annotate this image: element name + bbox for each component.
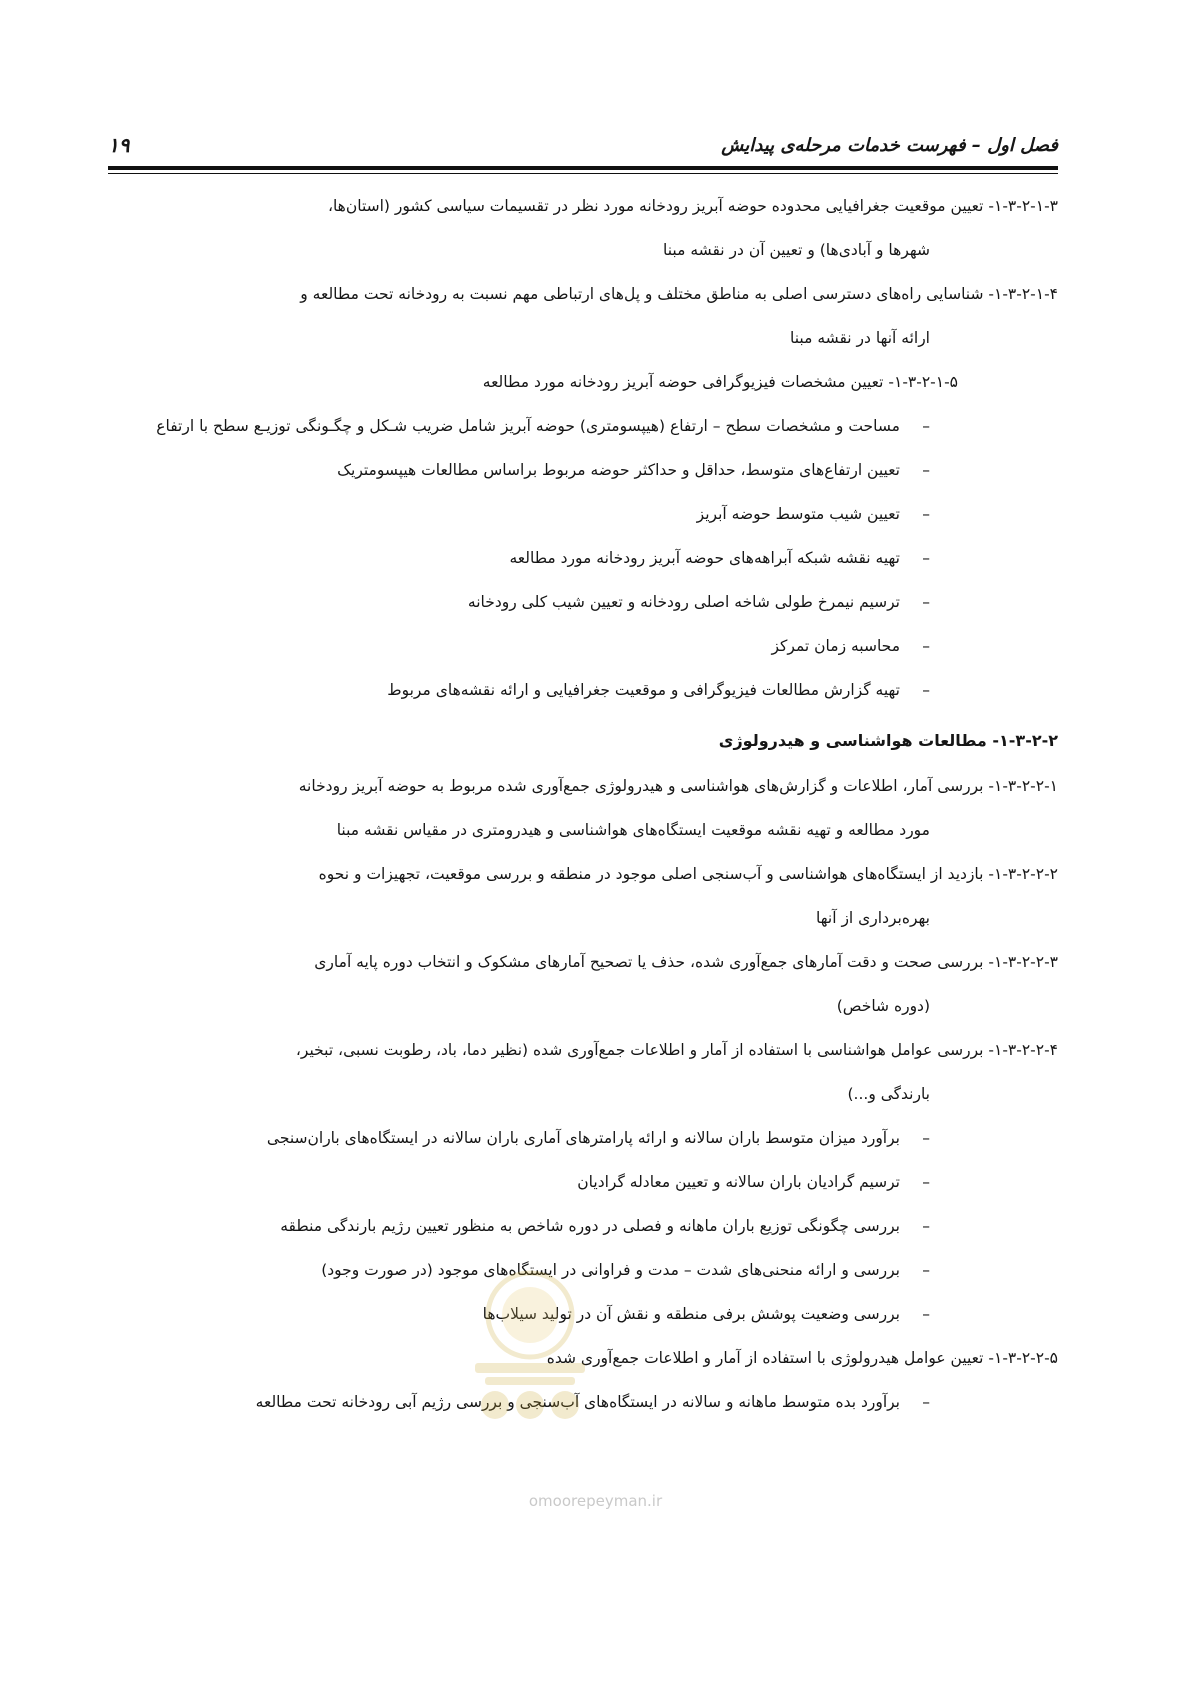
bullet-text: برآورد میزان متوسط باران سالانه و ارائه پارامترهای آماری باران سالانه در ایستگاه‌های باران‌سنجی	[266, 1129, 900, 1147]
bullet-item	[115, 580, 1058, 624]
bullet-dash: –	[922, 593, 930, 611]
bullet-text: ترسیم گرادیان باران سالانه و تعیین معادله گرادیان	[577, 1173, 900, 1191]
bullet-dash: –	[922, 461, 930, 479]
item-text: تعیین مشخصات فیزیوگرافی حوضه آبریز رودخانه مورد مطالعه	[482, 373, 889, 391]
bullet-dash: –	[922, 1129, 930, 1147]
bullet-text: مساحت و مشخصات سطح – ارتفاع (هیپسومتری) حوضه آبریز شامل ضریب شـکل و چگـونگی توزیـع سطح با ارتفاع	[156, 417, 900, 435]
item-number: ۱-۳-۲-۲-۲-	[988, 865, 1058, 883]
bullet-item	[115, 448, 1058, 492]
bullet-dash: –	[922, 505, 930, 523]
page-number: ۱۹	[108, 133, 130, 157]
page-body	[115, 184, 1058, 1424]
bullet-dash: –	[922, 1393, 930, 1411]
bullet-dash: –	[922, 1173, 930, 1191]
numbered-item	[115, 272, 1058, 316]
bullet-text: ترسیم نیمرخ طولی شاخه اصلی رودخانه و تعیین شیب کلی رودخانه	[467, 593, 900, 611]
bullet-item	[115, 492, 1058, 536]
bullet-dash: –	[922, 1217, 930, 1235]
page-header	[108, 130, 1058, 160]
bullet-item	[115, 1116, 1058, 1160]
item-text: بررسی صحت و دقت آمارهای جمع‌آوری شده، حذف یا تصحیح آمارهای مشکوک و انتخاب دوره پایه آماری	[314, 953, 989, 971]
bullet-dash: –	[922, 1305, 930, 1323]
bullet-text: بررسی و ارائه منحنی‌های شدت – مدت و فراوانی در ایستگاه‌های موجود (در صورت وجود)	[321, 1261, 900, 1279]
bullet-text: بررسی وضعیت پوشش برفی منطقه و نقش آن در تولید سیلاب‌ها	[482, 1305, 900, 1323]
item-text: بازدید از ایستگاه‌های هواشناسی و آب‌سنجی اصلی موجود در منطقه و بررسی موقعیت، تجهیزات و نحوه	[318, 865, 989, 883]
item-text: بررسی عوامل هواشناسی با استفاده از آمار و اطلاعات جمع‌آوری شده (نظیر دما، باد، رطوبت نسبی، تبخیر،	[295, 1041, 989, 1059]
numbered-item	[115, 764, 1058, 808]
watermark-site	[0, 1492, 1191, 1510]
item-continuation: ارائه آنها در نقشه مبنا	[790, 329, 930, 347]
header-rule-thin	[108, 173, 1058, 174]
numbered-item	[115, 940, 1058, 984]
item-continuation: مورد مطالعه و تهیه نقشه موقعیت ایستگاه‌های هواشناسی و هیدرومتری در مقیاس نقشه مبنا	[336, 821, 930, 839]
bullet-text: محاسبه زمان تمرکز	[771, 637, 900, 655]
bullet-text: تعیین ارتفاع‌های متوسط، حداقل و حداکثر حوضه مربوط براساس مطالعات هیپسومتریک	[337, 461, 900, 479]
item-text: تعیین موقعیت جغرافیایی محدوده حوضه آبریز رودخانه مورد نظر در تقسیمات سیاسی کشور (استان‌ها،	[327, 197, 989, 215]
bullet-dash: –	[922, 549, 930, 567]
item-number: ۱-۳-۲-۲-۵-	[988, 1349, 1058, 1367]
bullet-dash: –	[922, 681, 930, 699]
bullet-item	[115, 1292, 1058, 1336]
bullet-item	[115, 1380, 1058, 1424]
bullet-item	[115, 1248, 1058, 1292]
numbered-item	[115, 360, 1058, 404]
item-text: شناسایی راه‌های دسترسی اصلی به مناطق مختلف و پل‌های ارتباطی مهم نسبت به رودخانه تحت مطالعه و	[300, 285, 989, 303]
bullet-dash: –	[922, 1261, 930, 1279]
item-text: تعیین عوامل هیدرولوژی با استفاده از آمار و اطلاعات جمع‌آوری شده	[546, 1349, 989, 1367]
item-continuation: (دوره شاخص)	[836, 997, 930, 1015]
item-number: ۱-۳-۲-۲-۱-	[988, 777, 1058, 795]
bullet-item	[115, 536, 1058, 580]
bullet-item	[115, 404, 1058, 448]
bullet-item	[115, 668, 1058, 712]
bullet-text: تهیه گزارش مطالعات فیزیوگرافی و موقعیت جغرافیایی و ارائه نقشه‌های مربوط	[387, 681, 900, 699]
bullet-item	[115, 1160, 1058, 1204]
numbered-item	[115, 852, 1058, 896]
bullet-text: تعیین شیب متوسط حوضه آبریز	[696, 505, 900, 523]
bullet-item	[115, 624, 1058, 668]
item-number: ۱-۳-۲-۲-۳-	[988, 953, 1058, 971]
bullet-item	[115, 1204, 1058, 1248]
bullet-text: تهیه نقشه شبکه آبراهه‌های حوضه آبریز رودخانه مورد مطالعه	[509, 549, 900, 567]
numbered-item	[115, 184, 1058, 228]
item-number: ۱-۳-۲-۲-۴-	[988, 1041, 1058, 1059]
item-number: ۱-۳-۲-۱-۳-	[988, 197, 1058, 215]
item-number: ۱-۳-۲-۱-۴-	[988, 285, 1058, 303]
bullet-list	[115, 404, 1058, 712]
numbered-item	[115, 1336, 1058, 1380]
item-continuation: بهره‌برداری از آنها	[816, 909, 930, 927]
item-continuation: شهرها و آبادی‌ها) و تعیین آن در نقشه مبنا	[663, 241, 930, 259]
item-text: بررسی آمار، اطلاعات و گزارش‌های هواشناسی و هیدرولوژی جمع‌آوری شده مربوط به حوضه آبریز رودخانه	[298, 777, 989, 795]
bullet-dash: –	[922, 637, 930, 655]
numbered-item	[115, 1028, 1058, 1072]
item-number: ۱-۳-۲-۱-۵-	[888, 373, 958, 391]
bullet-list	[115, 1380, 1058, 1424]
bullet-list	[115, 1116, 1058, 1336]
item-continuation: بارندگی و...)	[847, 1085, 930, 1103]
bullet-dash: –	[922, 417, 930, 435]
chapter-title: فصل اول – فهرست خدمات مرحله‌ی پیدایش	[721, 134, 1058, 156]
subsection-title: ۱-۳-۲-۲- مطالعات هواشناسی و هیدرولوژی	[718, 731, 1058, 750]
bullet-text: برآورد بده متوسط ماهانه و سالانه در ایستگاه‌های آب‌سنجی و بررسی رژیم آبی رودخانه تحت مطالعه	[255, 1393, 900, 1411]
bullet-text: بررسی چگونگی توزیع باران ماهانه و فصلی در دوره شاخص به منظور تعیین رژیم بارندگی منطقه	[280, 1217, 900, 1235]
header-rule-thick	[108, 166, 1058, 170]
watermark-site-text: omoorepeyman.ir	[528, 1492, 663, 1510]
